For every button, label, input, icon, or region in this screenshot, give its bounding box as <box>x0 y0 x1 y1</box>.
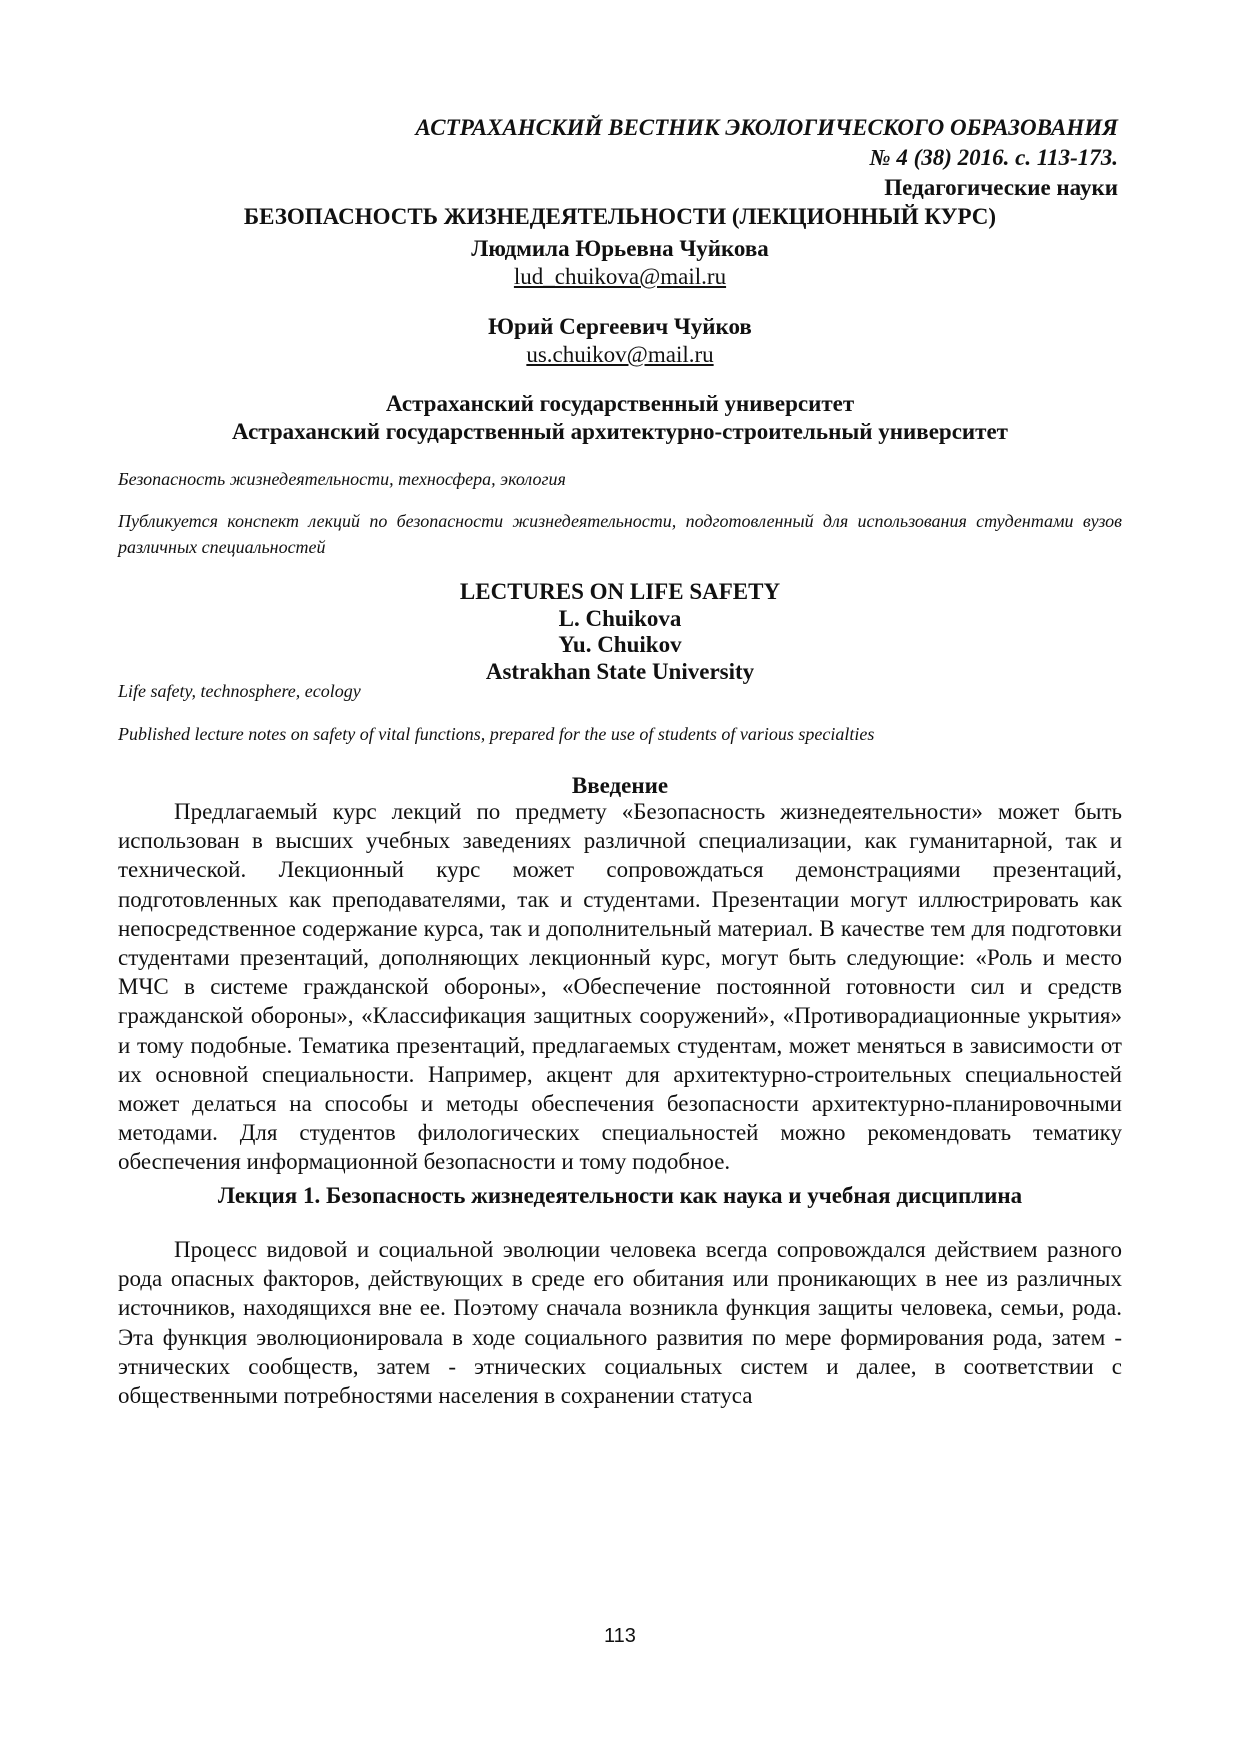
page-number: 113 <box>604 1625 636 1647</box>
keywords-ru: Безопасность жизнедеятельности, техносфера, экология <box>118 469 566 489</box>
intro-paragraph: Предлагаемый курс лекций по предмету «Безопасность жизнедеятельности» может быть использован в высших учебных заведениях различной специализации, как гуманитарной, так и технической. Лекционный курс может сопровождаться демонстрациями презентаций, подготовленных как преподавателями, так и студентами. Презентации могут иллюстрировать как непосредственное содержание курса, так и дополнительный материал. В качестве тем для подготовки студентами презентаций, дополняющих лекционный курс, могут быть следующие: «Роль и место МЧС в системе гражданской обороны», «Обеспечение постоянной готовности сил и средств гражданской обороны», «Классификация защитных сооружений», «Противорадиационные укрытия» и тому подобные. Тематика презентаций, предлагаемых студентам, может меняться в зависимости от их основной специальности. Например, акцент для архитектурно-строительных специальностей может делаться на способы и методы обеспечения безопасности архитектурно-планировочными методами. Для студентов филологических специальностей можно рекомендовать тематику обеспечения информационной безопасности и тому подобное. <box>118 799 1122 1175</box>
affiliation-1: Астраханский государственный университет <box>385 391 855 416</box>
lecture-1-heading: Лекция 1. Безопасность жизнедеятельности как наука и учебная дисциплина <box>217 1183 1023 1208</box>
affiliation-2: Астраханский государственный архитектурно-строительный университет <box>232 419 1008 444</box>
journal-section: Педагогические науки <box>884 175 1118 200</box>
intro-body <box>118 797 1122 1177</box>
english-affiliation: Astrakhan State University <box>485 659 755 684</box>
author-email-1[interactable]: lud_chuikova@mail.ru <box>513 264 727 289</box>
english-author-2: Yu. Chuikov <box>558 632 682 657</box>
author-email-1-wrap <box>120 262 1120 292</box>
lecture-1-paragraph: Процесс видовой и социальной эволюции человека всегда сопровождался действием разного рода опасных факторов, действующих в среде его обитания или проникающих в нее из различных источников, находящихся вне ее. Поэтому сначала возникла функция защиты человека, семьи, рода. Эта функция эволюционировала в ходе социального развития по мере формирования рода, затем - этнических сообществ, затем - этнических социальных систем и далее, в соответствии с общественными потребностями населения в сохранении статуса <box>118 1237 1122 1409</box>
keywords-en: Life safety, technosphere, ecology <box>118 681 361 701</box>
journal-issue: № 4 (38) 2016. с. 113-173. <box>869 145 1118 170</box>
author-email-2[interactable]: us.chuikov@mail.ru <box>526 342 714 367</box>
author-name-2: Юрий Сергеевич Чуйков <box>488 314 752 339</box>
author-email-2-wrap <box>120 340 1120 370</box>
author-name-1: Людмила Юрьевна Чуйкова <box>471 236 769 261</box>
abstract-en: Published lecture notes on safety of vital functions, prepared for the use of students of various specialties <box>118 724 875 744</box>
intro-heading: Введение <box>571 773 669 798</box>
english-title: LECTURES ON LIFE SAFETY <box>459 579 781 604</box>
abstract-ru: Публикуется конспект лекций по безопасности жизнедеятельности, подготовленный для использования студентами вузов различных специальностей <box>118 511 1122 557</box>
journal-name: АСТРАХАНСКИЙ ВЕСТНИК ЭКОЛОГИЧЕСКОГО ОБРАЗОВАНИЯ <box>415 115 1118 140</box>
article-title: БЕЗОПАСНОСТЬ ЖИЗНЕДЕЯТЕЛЬНОСТИ (ЛЕКЦИОННЫЙ КУРС) <box>243 204 997 229</box>
lecture-1-body <box>118 1235 1122 1410</box>
english-author-1: L. Chuikova <box>558 606 682 631</box>
